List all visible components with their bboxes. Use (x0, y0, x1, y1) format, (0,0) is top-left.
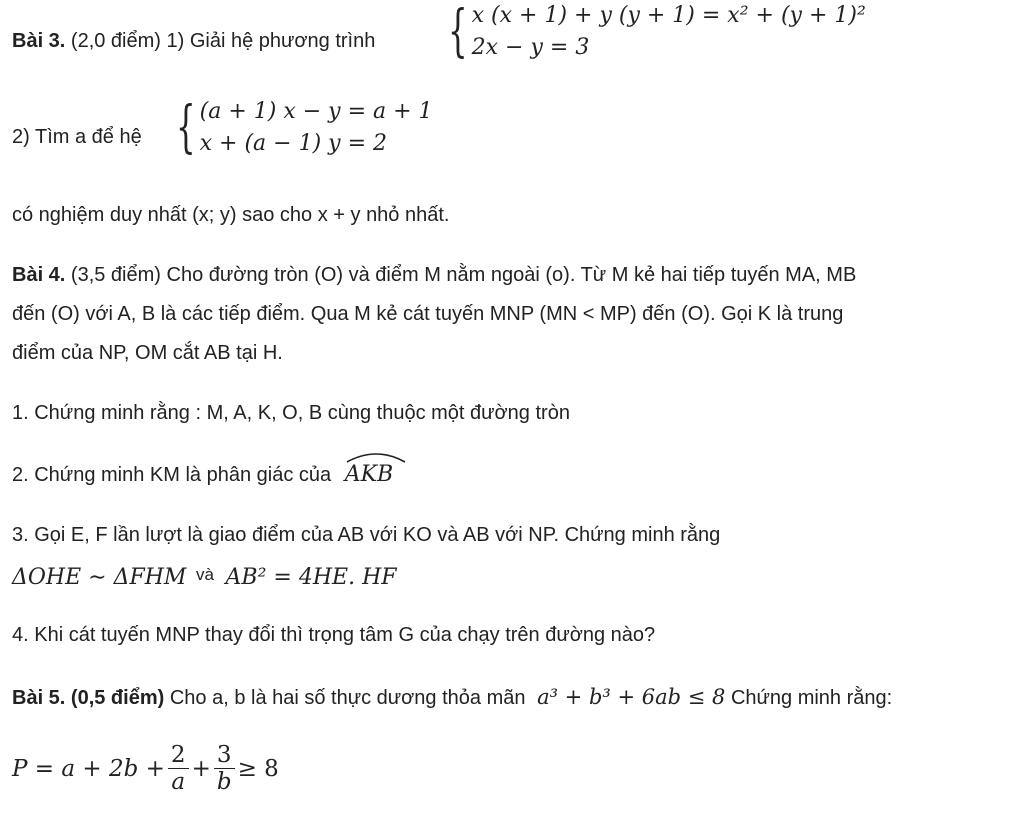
part2-system (168, 95, 433, 160)
bai4-item2-text: 2. Chứng minh KM là phân giác của (12, 464, 332, 486)
bai4-label: Bài 4. (12, 264, 66, 286)
bai4-line-3: điểm của NP, OM cắt AB tại H. (12, 342, 283, 364)
bai4-item-2 (12, 462, 393, 488)
bai5-label: Bài 5. (0,5 điểm) (12, 687, 165, 709)
bai5-inequality (12, 742, 279, 795)
part2-equation-1: (a + 1) x − y = a + 1 (199, 99, 433, 124)
bai5-tail: Chứng minh rằng: (725, 687, 893, 709)
angle-akb-text: AKB (344, 462, 394, 487)
plus-sign: + (191, 755, 211, 782)
bai3-heading-line (12, 28, 375, 54)
bai3-label: Bài 3. (12, 30, 66, 52)
expr-left: P = a + 2b + (12, 755, 165, 782)
bai5-line (12, 684, 892, 711)
frac2-numerator: 3 (214, 742, 235, 769)
and-word: và (196, 565, 214, 584)
fraction-3-over-b (214, 742, 235, 795)
frac1-numerator: 2 (168, 742, 189, 769)
bai4-item-3: 3. Gọi E, F lần lượt là giao điểm của AB với KO và AB với NP. Chứng minh rằng (12, 524, 721, 546)
bai4-line-1 (12, 262, 856, 288)
expr-right: ≥ 8 (237, 755, 279, 782)
bai4-line-2: đến (O) với A, B là các tiếp điểm. Qua M kẻ cát tuyến MNP (MN < MP) đến (O). Gọi K là trung (12, 303, 844, 325)
bai3-equation-1: x (x + 1) + y (y + 1) = x² + (y + 1)² (471, 3, 866, 28)
fraction-2-over-a (168, 742, 189, 795)
bai4-item-3-math (12, 562, 397, 591)
angle-hat-icon (345, 450, 407, 464)
part2-text: 2) Tìm a để hệ (12, 126, 142, 148)
bai4-item-4: 4. Khi cát tuyến MNP thay đổi thì trọng tâm G của chạy trên đường nào? (12, 624, 656, 646)
part2-brace: { (176, 95, 196, 160)
frac2-denominator: b (216, 769, 232, 795)
similar-triangles: ΔOHE ∼ ΔFHM (12, 565, 187, 590)
bai3-brace: { (448, 0, 468, 64)
bai3-equation-2: 2x − y = 3 (471, 35, 590, 60)
bai3-system (440, 2, 866, 62)
part2-continuation: có nghiệm duy nhất (x; y) sao cho x + y nhỏ nhất. (12, 204, 450, 226)
part2-equation-2: x + (a − 1) y = 2 (199, 131, 388, 156)
bai4-item-1: 1. Chứng minh rằng : M, A, K, O, B cùng thuộc một đường tròn (12, 402, 570, 424)
frac1-denominator: a (171, 769, 186, 795)
ab-squared-equation: AB² = 4HE. HF (225, 565, 397, 590)
bai5-condition: a³ + b³ + 6ab ≤ 8 (537, 685, 726, 709)
bai3-text: (2,0 điểm) 1) Giải hệ phương trình (65, 30, 376, 52)
angle-akb (345, 462, 394, 488)
bai4-line1-text: (3,5 điểm) Cho đường tròn (O) và điểm M nằm ngoài (o). Từ M kẻ hai tiếp tuyến MA, MB (65, 264, 857, 286)
bai5-text: Cho a, b là hai số thực dương thỏa mãn (164, 687, 526, 709)
